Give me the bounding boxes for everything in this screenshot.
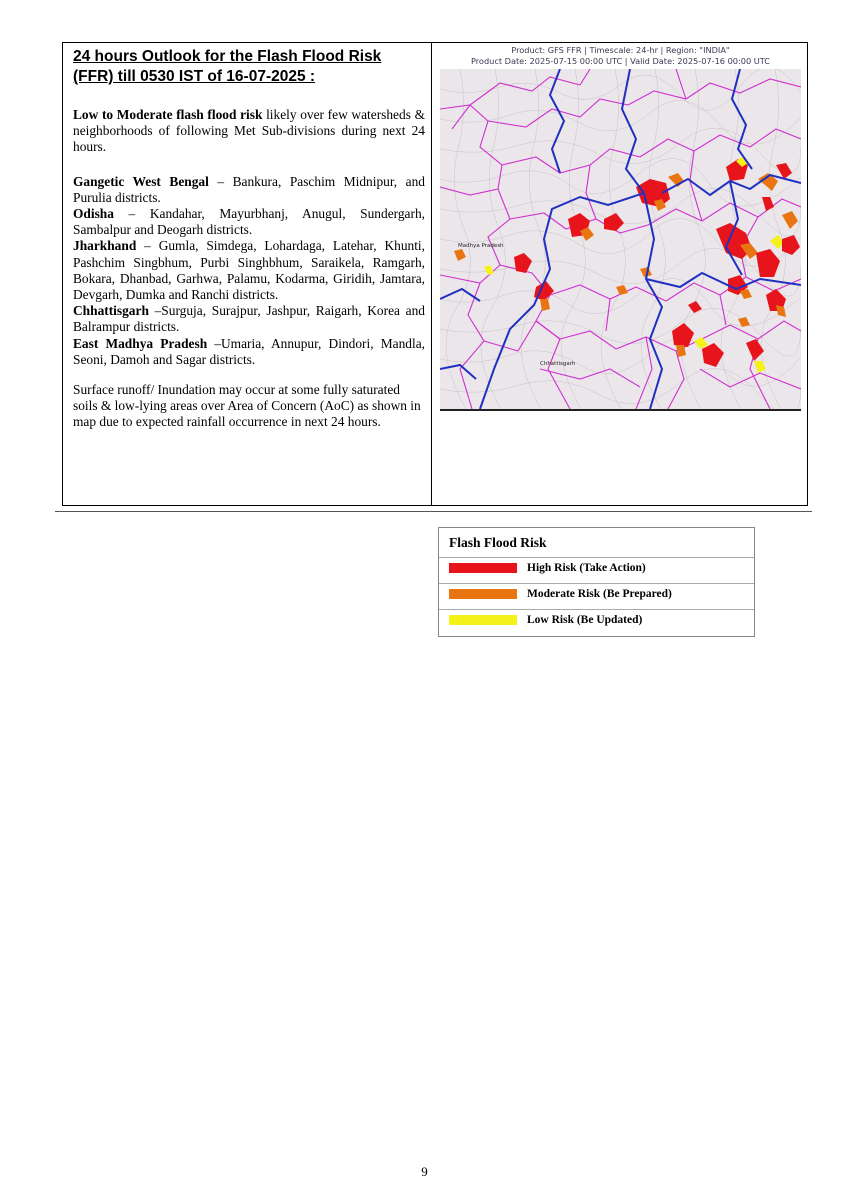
outlook-table <box>62 42 808 506</box>
region-districts: –Umaria, Annupur, Dindori, Mandla, Seoni, Damoh and Sagar districts. <box>73 335 425 367</box>
region-paragraph <box>73 303 425 335</box>
intro-rest: likely over few watersheds & neighborhoods of following Met Sub-divisions during next 24 hours. <box>73 107 425 155</box>
region-districts: – Kandahar, Mayurbhanj, Anugul, Sundergarh, Sambalpur and Deogarh districts. <box>73 206 425 238</box>
flash-flood-risk-map <box>440 45 801 410</box>
title-main: 24 hours Outlook for the Flash Flood Risk (FFR) till 0530 IST of <box>73 48 382 85</box>
region-paragraph <box>73 174 425 206</box>
legend-label: Low Risk (Be Updated) <box>527 614 643 626</box>
map-bottom-border <box>440 409 801 411</box>
region-name: East Madhya Pradesh <box>73 335 208 351</box>
horizontal-rule <box>55 511 812 512</box>
map-graphic <box>440 69 801 409</box>
page-number: 9 <box>421 1164 428 1179</box>
column-divider <box>431 43 432 505</box>
outlook-text-cell <box>73 47 425 431</box>
legend-label: High Risk (Take Action) <box>527 562 646 574</box>
region-name: Gangetic West Bengal <box>73 173 209 189</box>
outlook-title <box>73 47 425 87</box>
region-name: Chhattisgarh <box>73 303 149 319</box>
region-name: Odisha <box>73 206 114 222</box>
legend-title: Flash Flood Risk <box>449 535 547 550</box>
legend-label: Moderate Risk (Be Prepared) <box>527 588 672 600</box>
intro-paragraph <box>73 107 425 156</box>
region-paragraph <box>73 238 425 303</box>
legend-item-moderate <box>439 583 754 610</box>
legend-swatch-red <box>449 563 517 573</box>
region-districts: –Surguja, Surajpur, Jashpur, Raigarh, Korea and Balrampur districts. <box>73 303 425 335</box>
legend-item-low <box>439 609 754 636</box>
map-header-line1: Product: GFS FFR | Timescale: 24-hr | Region: "INDIA" <box>511 45 730 55</box>
intro-bold: Low to Moderate flash flood risk <box>73 107 263 122</box>
region-districts: – Bankura, Paschim Midnipur, and Purulia districts. <box>73 173 425 205</box>
map-label-chhattisgarh: Chhattisgarh <box>540 361 576 367</box>
legend-item-high <box>439 557 754 584</box>
title-date: 16-07-2025 <box>226 68 306 85</box>
legend-swatch-orange <box>449 589 517 599</box>
region-paragraph <box>73 206 425 238</box>
note-paragraph: Surface runoff/ Inundation may occur at some fully saturated soils & low-lying areas over Area of Concern (AoC) as shown in map due to expected rainfall occurrence in next 24 hours. <box>73 382 421 430</box>
region-paragraph <box>73 336 425 368</box>
region-districts: – Gumla, Simdega, Lohardaga, Latehar, Khunti, Pashchim Singbhum, Purbi Singhbhum, Saraikela, Ramgarh, Bokara, Dhanbad, Garhwa, Palamu, Kodarma, Giridih, Jamtara, Devgarh, Dumka and Ranchi districts. <box>73 238 425 303</box>
legend-swatch-yellow <box>449 615 517 625</box>
map-header <box>440 45 801 69</box>
map-label-madhya-pradesh: Madhya Pradesh <box>458 243 504 249</box>
map-header-line2: Product Date: 2025-07-15 00:00 UTC | Valid Date: 2025-07-16 00:00 UTC <box>470 56 771 66</box>
region-name: Jharkhand <box>73 238 137 254</box>
title-end: : <box>305 68 316 85</box>
flash-flood-risk-legend <box>438 527 755 637</box>
